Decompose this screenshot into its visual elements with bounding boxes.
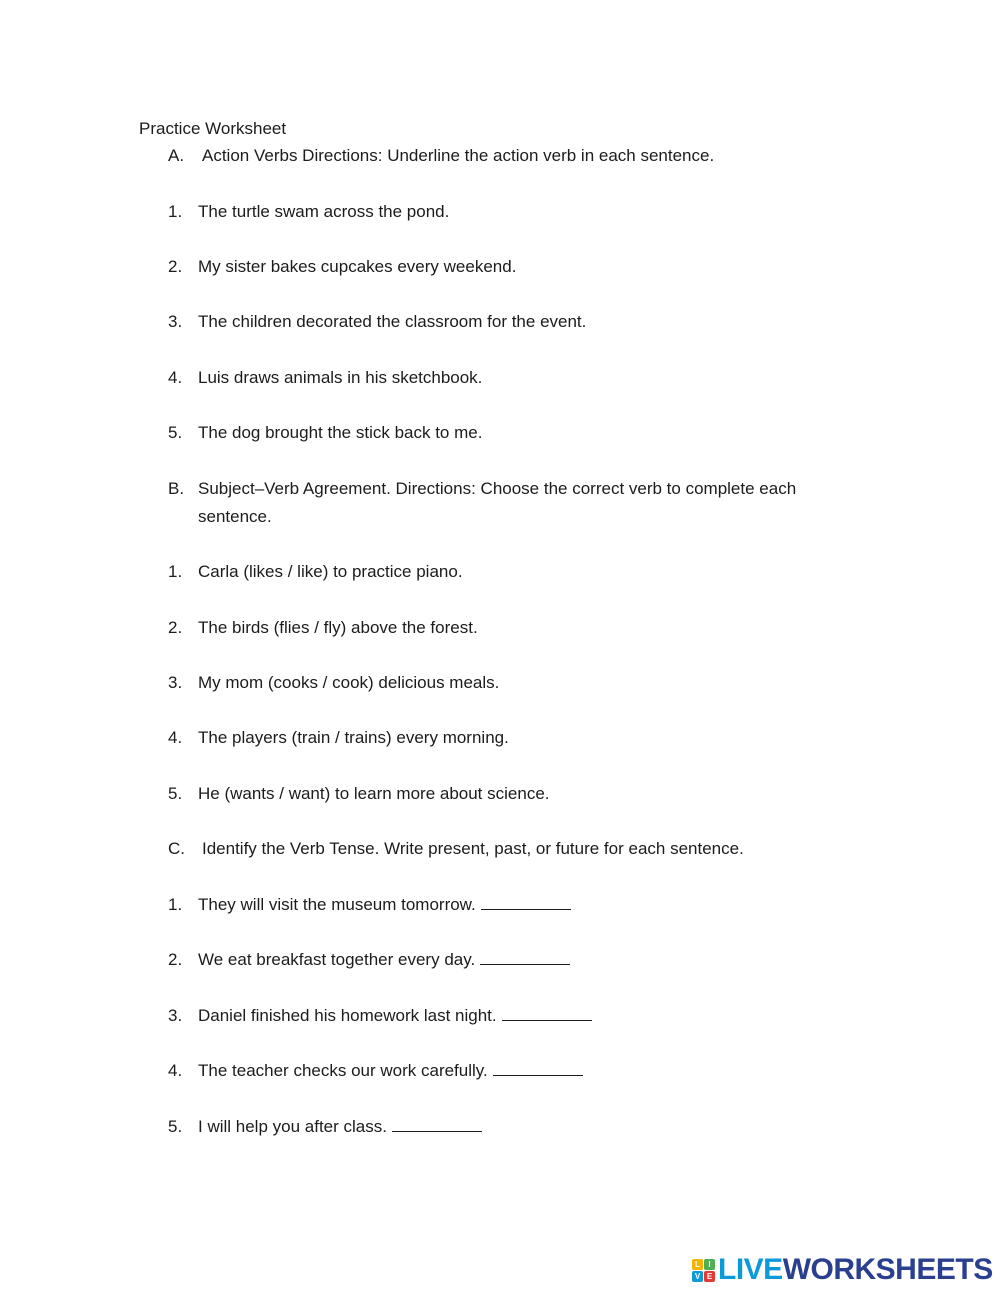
item-number: 5.: [168, 784, 183, 803]
logo-mark-tile: I: [704, 1259, 715, 1270]
section-marker: B.: [168, 479, 185, 498]
item-number: 4.: [168, 728, 183, 747]
section-heading-text: Action Verbs Directions: Underline the action verb in each sentence.: [202, 146, 715, 165]
list-item: [168, 1002, 592, 1030]
item-text: The birds (flies / fly) above the forest.: [198, 618, 478, 637]
item-number: 5.: [168, 423, 183, 442]
item-number: 4.: [168, 1061, 183, 1080]
item-number: 5.: [168, 1117, 183, 1136]
section-heading-text: Subject–Verb Agreement. Directions: Choose the correct verb to complete each sentence.: [198, 479, 797, 526]
item-number: 4.: [168, 368, 183, 387]
answer-blank[interactable]: [493, 1057, 583, 1076]
section-c-heading: [168, 835, 744, 863]
logo-mark-tile: V: [692, 1271, 703, 1282]
answer-blank[interactable]: [480, 946, 570, 965]
item-number: 1.: [168, 895, 183, 914]
item-number: 3.: [168, 1006, 183, 1025]
item-text: We eat breakfast together every day.: [198, 950, 476, 969]
item-number: 3.: [168, 312, 183, 331]
answer-blank[interactable]: [481, 891, 571, 910]
liveworksheets-logo[interactable]: [692, 1253, 993, 1286]
item-text: Luis draws animals in his sketchbook.: [198, 368, 483, 387]
list-item: [168, 364, 482, 392]
item-number: 2.: [168, 618, 183, 637]
item-text: I will help you after class.: [198, 1117, 387, 1136]
list-item: [168, 419, 482, 447]
item-text: The players (train / trains) every morning.: [198, 728, 509, 747]
item-text: The children decorated the classroom for the event.: [198, 312, 587, 331]
list-item: [168, 891, 571, 919]
list-item: [168, 1057, 583, 1085]
item-text: The dog brought the stick back to me.: [198, 423, 483, 442]
logo-mark-icon: [692, 1259, 715, 1282]
logo-mark-tile: L: [692, 1259, 703, 1270]
item-number: 2.: [168, 257, 183, 276]
list-item: [168, 198, 449, 226]
answer-blank[interactable]: [392, 1113, 482, 1132]
item-text: He (wants / want) to learn more about science.: [198, 784, 550, 803]
list-item: [168, 780, 550, 808]
section-marker: C.: [168, 839, 185, 858]
item-text: Carla (likes / like) to practice piano.: [198, 562, 463, 581]
logo-mark-tile: E: [704, 1271, 715, 1282]
item-number: 2.: [168, 950, 183, 969]
list-item: [168, 724, 509, 752]
item-number: 3.: [168, 673, 183, 692]
item-text: My mom (cooks / cook) delicious meals.: [198, 673, 500, 692]
list-item: [168, 614, 478, 642]
item-number: 1.: [168, 562, 183, 581]
item-text: My sister bakes cupcakes every weekend.: [198, 257, 517, 276]
list-item: [168, 1113, 482, 1141]
list-item: [168, 253, 516, 281]
list-item: [168, 558, 463, 586]
list-item: [168, 308, 586, 336]
worksheet-title: Practice Worksheet: [139, 119, 287, 138]
section-b-heading: [168, 475, 838, 531]
logo-text-worksheets: WORKSHEETS: [782, 1253, 993, 1286]
item-text: Daniel finished his homework last night.: [198, 1006, 497, 1025]
answer-blank[interactable]: [502, 1002, 592, 1021]
item-text: The teacher checks our work carefully.: [198, 1061, 488, 1080]
item-text: The turtle swam across the pond.: [198, 202, 450, 221]
item-number: 1.: [168, 202, 183, 221]
item-text: They will visit the museum tomorrow.: [198, 895, 476, 914]
section-heading-text: Identify the Verb Tense. Write present, past, or future for each sentence.: [202, 839, 744, 858]
section-a-heading: [168, 142, 714, 170]
list-item: [168, 669, 499, 697]
logo-text-live: LIVE: [718, 1253, 783, 1286]
section-marker: A.: [168, 146, 185, 165]
list-item: [168, 946, 570, 974]
